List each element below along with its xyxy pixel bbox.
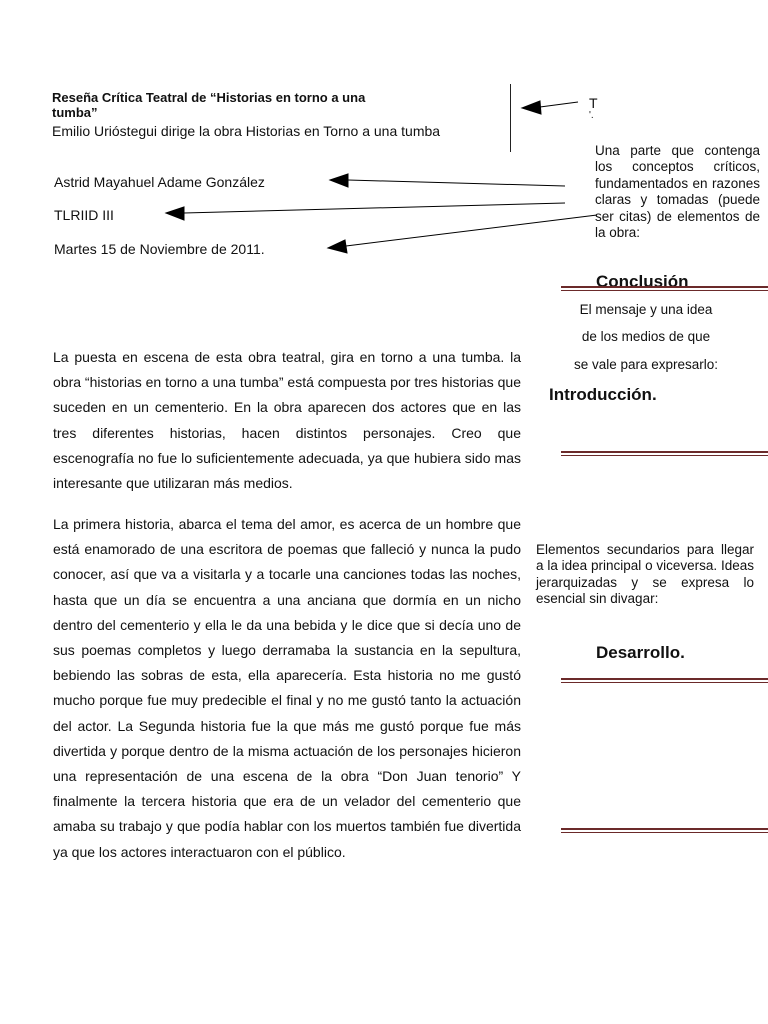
arrow-to-author-head xyxy=(330,174,348,187)
intro-note-line-2: de los medios de que xyxy=(581,329,711,344)
intro-heading: Introducción. xyxy=(549,385,657,404)
intro-note-line-3: se vale para expresarlo: xyxy=(573,357,719,372)
desarrollo-rule xyxy=(561,678,768,683)
body-paragraph-1: La puesta en escena de esta obra teatral, gira en torno a una tumba. la obra “historias en torno a una tumba” está compuesta por tres historias que suceden en un cementerio. En la obra aparecen dos actores que en las tres diferentes historias, hacen distintos personajes. Creo que escenografía no fue lo suficientemente adecuada, ya que hubiera sido mas interesante que utilizaran más medios. xyxy=(53,349,521,492)
author-name: Astrid Mayahuel Adame González xyxy=(54,174,265,190)
group-code: TLRIID III xyxy=(54,207,114,223)
review-date: Martes 15 de Noviembre de 2011. xyxy=(54,241,265,257)
arrow-to-group-head xyxy=(166,207,184,220)
arrow-to-date-line xyxy=(346,215,597,246)
arrow-to-title-head xyxy=(522,101,541,114)
conclusion-heading-box xyxy=(596,272,756,286)
desarrollo-heading: Desarrollo. xyxy=(596,643,685,662)
top-marker-dot: '. xyxy=(589,110,594,121)
arrow-to-date-head xyxy=(328,240,347,253)
review-subtitle: Emilio Urióstegui dirige la obra Historias en Torno a una tumba xyxy=(52,123,441,139)
conclusion-rule xyxy=(561,286,768,291)
conclusion-heading: Conclusión xyxy=(596,272,689,286)
desarrollo-note: Elementos secundarios para llegar a la idea principal o viceversa. Ideas jerarquizadas y se expresa lo esencial sin divagar: xyxy=(536,542,754,607)
arrow-to-title-line xyxy=(540,102,578,107)
body-paragraph-2: La primera historia, abarca el tema del amor, es acerca de un hombre que está enamorado de una escritora de poemas que falleció y nunca la pudo conocer, así que va a visitarla y a tocarle una canciones todas las noches, hasta que un día se encuentra a una anciana que dormía en un nicho dentro del cementerio y ella le da una bebida y le dice que si decía uno de sus poemas completos y luego derramaba la sustancia en la sepultura, bebiendo las sobras de esta, ella aparecería. Esta historia no me gustó mucho porque fue muy predecible el final y no me gustó tanto la actuación del actor. La Segunda historia fue la que más me gustó porque fue más divertida y porque dentro de la misma actuación de los personajes hicieron una representación de una escena de la obra “Don Juan tenorio” Y finalmente la tercera historia que era de un velador del cementerio que amaba su trabajo y que podía hablar con los muertos también fue divertida ya que los actores interactuaron con el público. xyxy=(53,516,521,860)
arrow-to-author-line xyxy=(348,180,565,186)
intro-note-line-1: El mensaje y una idea xyxy=(579,302,713,317)
top-marker: T xyxy=(589,95,598,111)
arrow-to-group-line xyxy=(184,203,565,213)
intro-rule xyxy=(561,451,768,456)
bottom-rule xyxy=(561,828,768,833)
critica-note: Una parte que contenga los conceptos críticos, fundamentados en razones claras y tomadas (puede ser citas) de elementos de la obra: xyxy=(595,143,760,241)
review-title: Reseña Crítica Teatral de “Historias en torno a una tumba” xyxy=(52,90,366,120)
